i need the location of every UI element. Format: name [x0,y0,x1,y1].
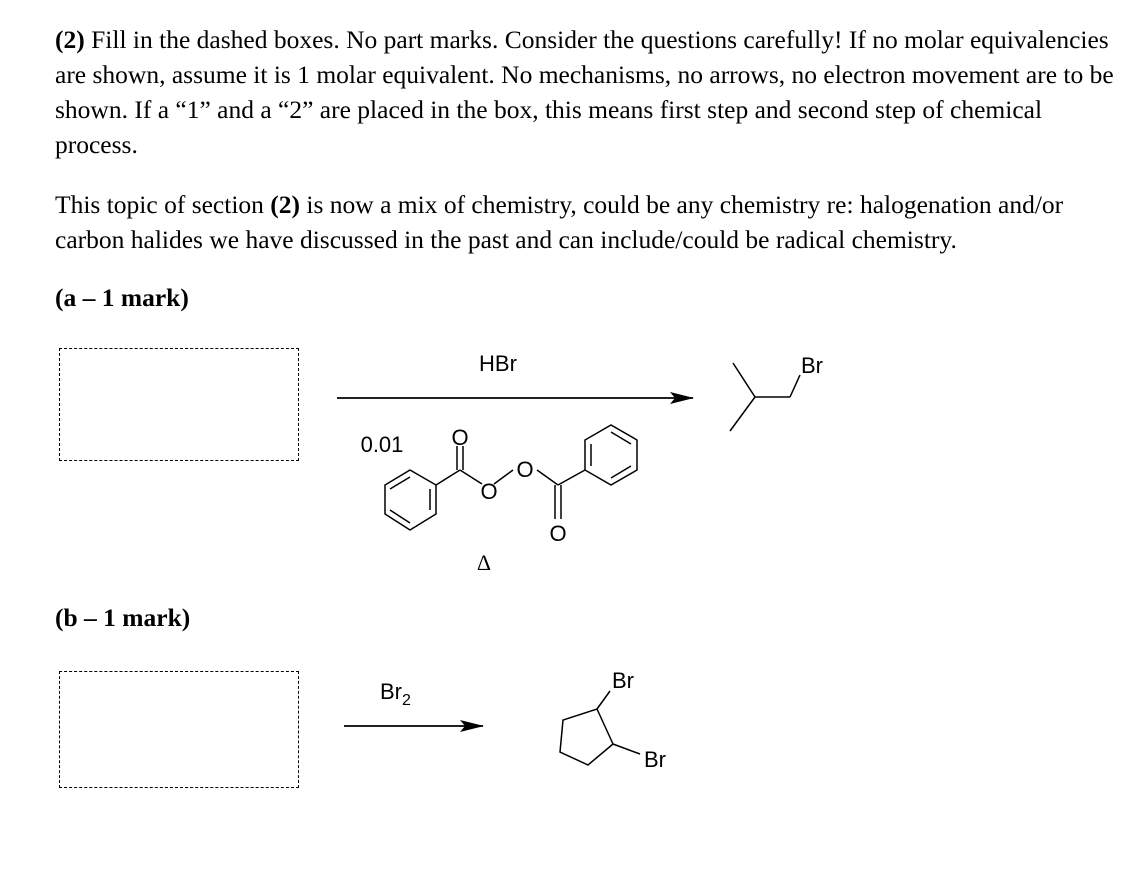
part-a-heat-symbol: Δ [476,550,492,575]
instructions-text-1: Fill in the dashed boxes. No part marks. Consider the questions carefully! If no molar equivalencies are shown, assume it is 1 molar equivalent. No mechanisms, no arrows, no electron movement are to be shown. If a “1” and a “2” are placed in the box, this means first step and second step of chemical process. [55,25,1114,159]
part-b-reagent-subscript: 2 [402,692,411,709]
part-a-product-structure [730,363,800,431]
section-number: (2) [55,25,85,54]
part-b-reagent-base: Br [380,679,402,704]
peroxide-oxygen-2: O [516,457,534,482]
peroxide-carbonyl-oxygen-2: O [549,521,567,546]
part-a-product-bromine: Br [801,353,823,378]
part-b-product-structure [560,691,640,765]
peroxide-oxygen-1: O [480,479,498,504]
part-a-initiator-amount: 0.01 [360,432,404,457]
instructions-text-2a: This topic of section [55,190,271,219]
benzoyl-peroxide-structure [385,425,637,530]
instructions-text-2b: is now a mix of chemistry, could be any chemistry re: halogenation and/or carbon halides we have discussed in the past and can include/could be radical chemistry. [55,190,1064,254]
part-b-product-bromine-2: Br [644,747,666,772]
part-a-label: (a – 1 mark) [55,283,189,312]
part-b-reagent [380,679,411,709]
part-a-reagent: HBr [479,351,517,376]
section-number-inline: (2) [270,190,301,219]
peroxide-carbonyl-oxygen-1: O [451,425,469,450]
part-b-product-bromine-1: Br [612,668,634,693]
part-b-label: (b – 1 mark) [55,603,191,632]
